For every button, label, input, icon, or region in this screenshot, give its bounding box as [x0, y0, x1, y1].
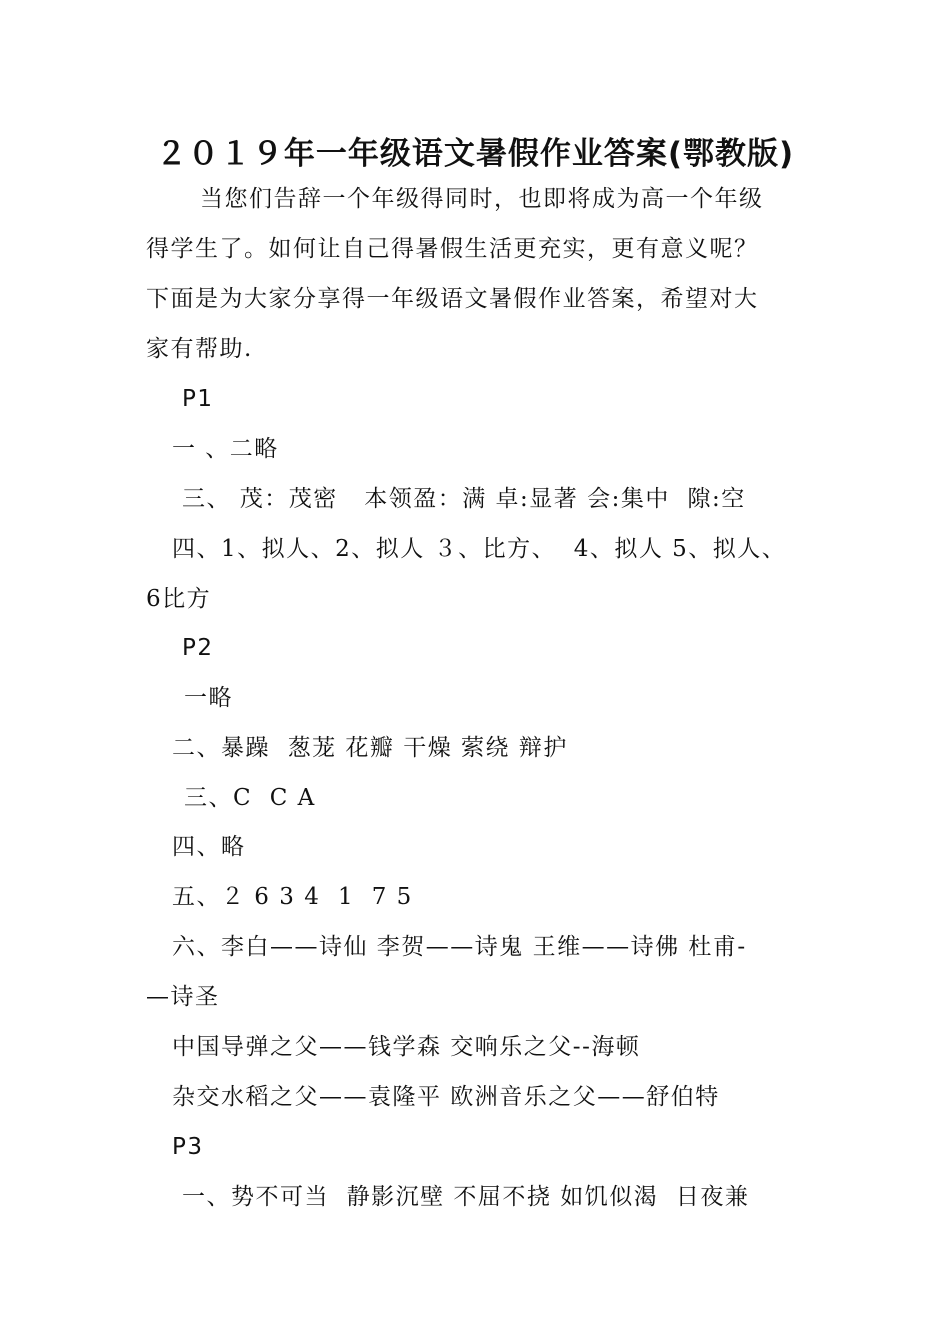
p2-line-2: 二、暴躁 葱茏 花瓣 干燥 萦绕 辩护 — [172, 735, 568, 761]
p1-line-3: 四、1、拟人、2、拟人 ３、比方、 4、拟人 5、拟人、 — [172, 536, 787, 562]
section-heading-p1: P1 — [182, 386, 214, 412]
p2-line-6: 六、李白——诗仙 李贺——诗鬼 王维——诗佛 杜甫- — [172, 934, 747, 960]
p2-line-9: 杂交水稻之父——袁隆平 欧洲音乐之父——舒伯特 — [172, 1084, 720, 1110]
p2-line-5: 五、２ 6 3 4 1 7 5 — [172, 884, 413, 910]
p3-line-1: 一、势不可当 静影沉壁 不屈不挠 如饥似渴 日夜兼 — [182, 1184, 750, 1210]
section-heading-p2: P2 — [182, 635, 214, 661]
p2-line-1: 一略 — [184, 685, 233, 711]
p1-line-1: 一 、二略 — [172, 436, 279, 462]
intro-line-3: 下面是为大家分享得一年级语文暑假作业答案，希望对大 — [146, 286, 759, 312]
p2-line-8: 中国导弹之父——钱学森 交响乐之父--海顿 — [172, 1034, 641, 1060]
intro-line-1: 当您们告辞一个年级得同时，也即将成为高一个年级 — [200, 186, 764, 212]
p2-line-4: 四、略 — [172, 834, 246, 860]
intro-line-2: 得学生了。如何让自己得暑假生活更充实，更有意义呢？ — [146, 236, 759, 262]
intro-line-4: 家有帮助. — [146, 336, 253, 362]
p1-line-4: 6比方 — [146, 586, 212, 612]
p2-line-3: 三、C C A — [184, 785, 316, 811]
section-heading-p3: P3 — [172, 1134, 204, 1160]
document-title: ２０１９年一年级语文暑假作业答案(鄂教版) — [155, 136, 795, 172]
p2-line-7: —诗圣 — [146, 984, 220, 1010]
p1-line-2: 三、 茂：茂密 本领盈：满 卓:显著 会:集中 隙:空 — [182, 486, 746, 512]
